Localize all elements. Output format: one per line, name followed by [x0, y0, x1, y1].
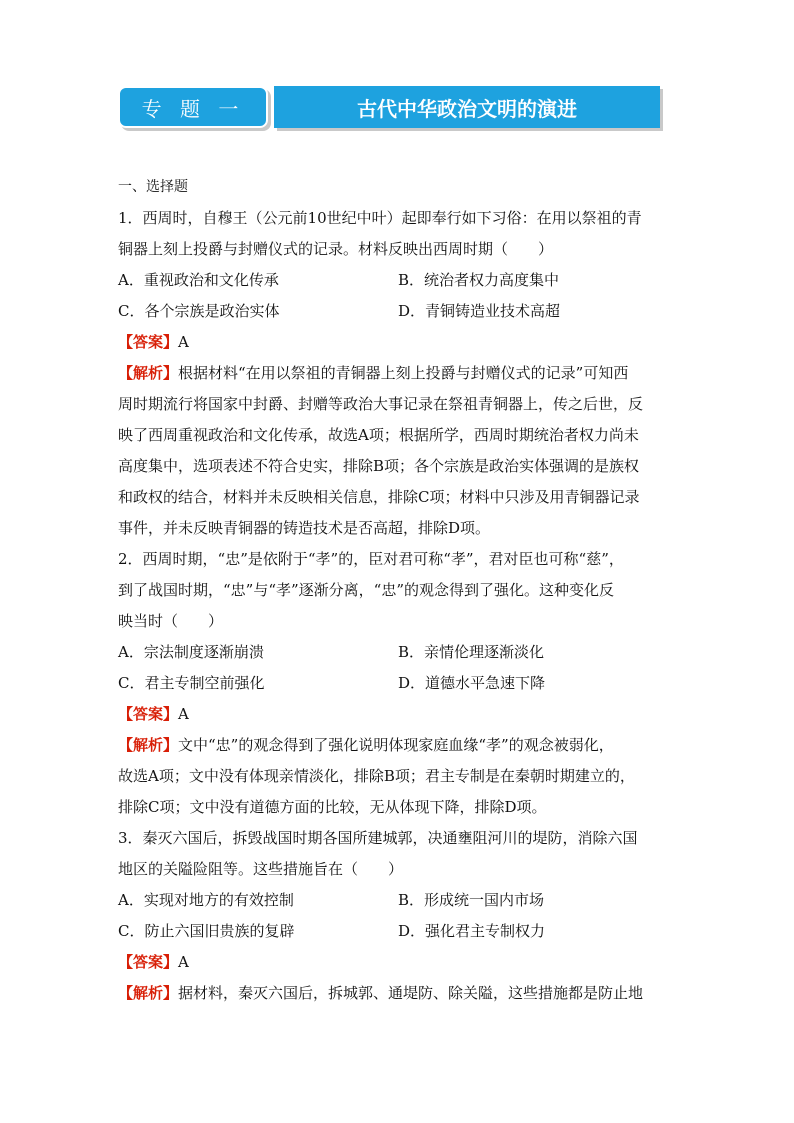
option-a: A．重视政治和文化传承: [118, 271, 279, 289]
question-1: [118, 203, 678, 544]
option-b: B．统治者权力高度集中: [398, 271, 560, 289]
answer-line: [118, 327, 678, 358]
question-text-line: 1．西周时，自穆王（公元前10世纪中叶）起即奉行如下习俗：在用以祭祖的青: [118, 209, 642, 227]
option-c: C．君主专制空前强化: [118, 674, 265, 692]
section-title: 一、选择题: [118, 179, 188, 195]
question-text-line: 映当时（ ）: [118, 612, 224, 630]
analysis-label: 【解析】: [118, 736, 179, 754]
question-text-line: 到了战国时期，“忠”与“孝”逐渐分离，“忠”的观念得到了强化。这种变化反: [118, 581, 615, 599]
question-text-line: 铜器上刻上投爵与封赠仪式的记录。材料反映出西周时期（ ）: [118, 240, 554, 258]
analysis-text: 事件，并未反映青铜器的铸造技术是否高超，排除D项。: [118, 519, 491, 537]
answer-label: 【答案】: [118, 953, 179, 971]
analysis-text: 高度集中，选项表述不符合史实，排除B项；各个宗族是政治实体强调的是族权: [118, 457, 640, 475]
chapter-tag: 专 题 一: [118, 86, 268, 128]
analysis-line: [118, 730, 678, 761]
analysis-text: 和政权的结合，材料并未反映相关信息，排除C项；材料中只涉及用青铜器记录: [118, 488, 640, 506]
option-row: [118, 637, 678, 668]
option-row: [118, 265, 678, 296]
option-c: C．防止六国旧贵族的复辟: [118, 922, 295, 940]
chapter-title: 古代中华政治文明的演进: [274, 86, 660, 128]
option-c: C．各个宗族是政治实体: [118, 302, 280, 320]
option-a: A．实现对地方的有效控制: [118, 891, 294, 909]
option-row: [118, 916, 678, 947]
document-body: [118, 172, 678, 1009]
answer-label: 【答案】: [118, 705, 179, 723]
option-row: [118, 668, 678, 699]
option-b: B．亲情伦理逐渐淡化: [398, 643, 545, 661]
question-text-line: 2．西周时期，“忠”是依附于“孝”的，臣对君可称“孝”，君对臣也可称“慈”，: [118, 550, 624, 568]
analysis-text: 据材料，秦灭六国后，拆城郭、通堤防、除关隘，这些措施都是防止地: [178, 984, 644, 1002]
option-d: D．强化君主专制权力: [398, 922, 546, 940]
analysis-label: 【解析】: [118, 984, 179, 1002]
analysis-text: 周时期流行将国家中封爵、封赠等政治大事记录在祭祖青铜器上，传之后世，反: [118, 395, 644, 413]
analysis-line: [118, 978, 678, 1009]
answer-line: [118, 699, 678, 730]
analysis-text: 根据材料“在用以祭祖的青铜器上刻上投爵与封赠仪式的记录”可知西: [178, 364, 629, 382]
analysis-label: 【解析】: [118, 364, 179, 382]
answer-label: 【答案】: [118, 333, 179, 351]
option-d: D．青铜铸造业技术高超: [398, 302, 561, 320]
question-3: [118, 823, 678, 1009]
analysis-text: 故选A项；文中没有体现亲情淡化，排除B项；君主专制是在秦朝时期建立的，: [118, 767, 635, 785]
analysis-text: 映了西周重视政治和文化传承，故选A项；根据所学，西周时期统治者权力尚未: [118, 426, 639, 444]
analysis-text: 排除C项；文中没有道德方面的比较，无从体现下降，排除D项。: [118, 798, 547, 816]
option-row: [118, 885, 678, 916]
answer-value: A: [178, 953, 189, 971]
answer-line: [118, 947, 678, 978]
option-b: B．形成统一国内市场: [398, 891, 545, 909]
analysis-line: [118, 358, 678, 389]
chapter-banner: [118, 86, 660, 130]
option-row: [118, 296, 678, 327]
question-2: [118, 544, 678, 823]
option-d: D．道德水平急速下降: [398, 674, 546, 692]
question-text-line: 3．秦灭六国后，拆毁战国时期各国所建城郭，决通壅阻河川的堤防，消除六国: [118, 829, 638, 847]
answer-value: A: [178, 333, 189, 351]
analysis-text: 文中“忠”的观念得到了强化说明体现家庭血缘“孝”的观念被弱化，: [178, 736, 614, 754]
question-text-line: 地区的关隘险阻等。这些措施旨在（ ）: [118, 860, 404, 878]
option-a: A．宗法制度逐渐崩溃: [118, 643, 264, 661]
answer-value: A: [178, 705, 189, 723]
